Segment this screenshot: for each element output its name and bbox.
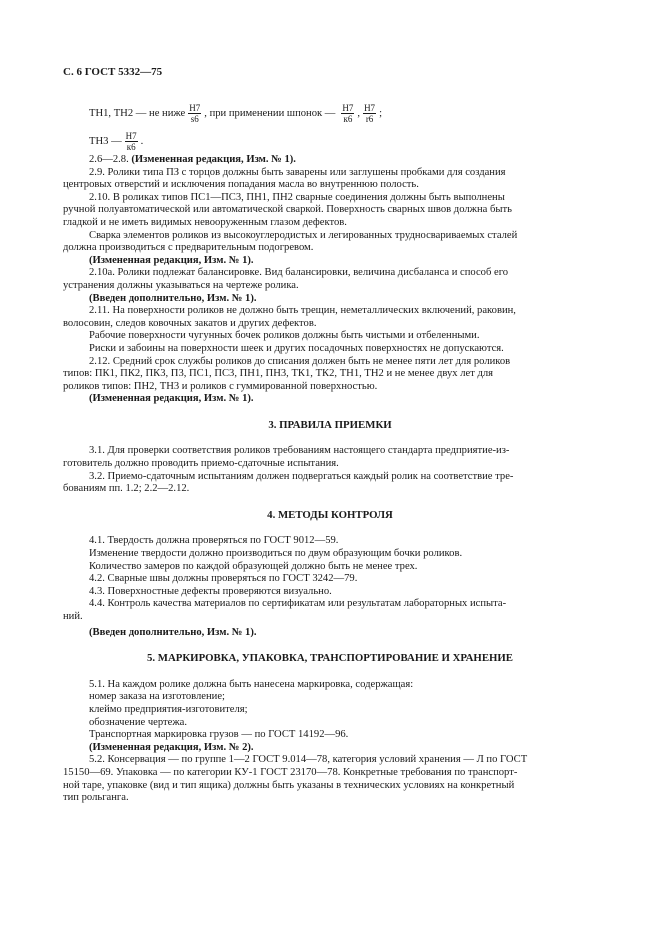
- page-header: С. 6 ГОСТ 5332—75: [63, 66, 163, 78]
- para-2-11: 2.11. На поверхности роликов не должно быть трещин, неметаллических включений, раковин,: [89, 305, 516, 317]
- section-heading-3: 3. ПРАВИЛА ПРИЕМКИ: [268, 418, 392, 431]
- para-2-11-scratches: Риски и забоины на поверхности шеек и других посадочных поверхностях не допускаются.: [89, 342, 504, 354]
- para-3-1-cont: готовитель должно проводить приемо-сдаточные испытания.: [63, 458, 339, 470]
- para-2-9-cont: центровых отверстий и исключения попадания масла во внутреннюю полость.: [63, 179, 419, 191]
- para-5-2: 5.2. Консервация — по группе 1—2 ГОСТ 9.014—78, категория условий хранения — Л по ГОСТ: [89, 754, 528, 766]
- revision-note: (Измененная редакция, Изм. № 1).: [89, 393, 254, 405]
- para-2-10: 2.10. В роликах типов ПС1—ПС3, ПН1, ПН2 сварные соединения должны быть выполнены: [89, 191, 505, 203]
- para-2-12-cont: типов: ПК1, ПК2, ПК3, П3, ПС1, ПС3, ПН1, ПН3, ТК1, ТК2, ТН1, ТН2 и не менее двух лет для: [63, 368, 494, 380]
- formula-1-sep: ,: [357, 108, 361, 119]
- para-5-1-d: обозначение чертежа.: [89, 716, 188, 728]
- para-4-4: 4.4. Контроль качества материалов по сертификатам или результатам лабораторных испыта-: [89, 598, 507, 610]
- para-2-6: 2.6—2.8.: [89, 154, 129, 165]
- para-4-1: 4.1. Твердость должна проверяться по ГОСТ 9012—59.: [89, 535, 339, 547]
- para-2-9: 2.9. Ролики типа ПЗ с торцов должны быть заварены или заглушены пробками для создания: [89, 166, 506, 178]
- para-2-10a-cont: устранения должны указываться на чертеже ролика.: [63, 279, 299, 291]
- para-2-10-cont: гладкой и не иметь видимых невооруженным глазом дефектов.: [63, 216, 347, 228]
- addition-note: (Введен дополнительно, Изм. № 1).: [89, 626, 257, 638]
- fraction-h7-s6: $\frac{Н7}{s6}$: [189, 103, 201, 124]
- section-heading-4: 4. МЕТОДЫ КОНТРОЛЯ: [267, 508, 393, 521]
- fraction-h7-r6: $\frac{Н7}{r6}$: [364, 103, 376, 124]
- formula-1-middle: , при применении шпонок —: [204, 108, 336, 119]
- para-3-2: 3.2. Приемо-сдаточным испытаниям должен подвергаться каждый ролик на соответствие тре-: [89, 470, 514, 482]
- para-4-1-b: Изменение твердости должно производиться по двум образующим бочки роликов.: [89, 548, 463, 560]
- addition-note: (Введен дополнительно, Изм. № 1).: [89, 292, 257, 304]
- formula-1-suffix: ;: [379, 108, 383, 119]
- para-2-10-cont: ручной полуавтоматической или автоматической сваркой. Поверхность сварных швов должна быть: [63, 204, 512, 216]
- section-heading-5: 5. МАРКИРОВКА, УПАКОВКА, ТРАНСПОРТИРОВАНИЕ И ХРАНЕНИЕ: [146, 652, 514, 665]
- para-2-12: 2.12. Средний срок службы роликов до списания должен быть не менее пяти лет для роликов: [89, 355, 511, 367]
- para-5-2-cont: 15150—69. Упаковка — по категории КУ-1 ГОСТ 23170—78. Конкретные требования по транспорт-: [63, 766, 518, 778]
- para-2-12-cont: роликов типов: ПН2, ТН3 и роликов с гуммированной поверхностью.: [63, 380, 378, 392]
- para-3-2-cont: бованиям пп. 1.2; 2.2—2.12.: [63, 483, 190, 495]
- para-4-2: 4.2. Сварные швы должны проверяться по ГОСТ 3242—79.: [89, 573, 358, 585]
- para-2-10-welding-cont: должна производиться с предварительным подогревом.: [63, 242, 314, 254]
- para-5-1-c: клеймо предприятия-изготовителя;: [89, 703, 248, 715]
- formula-line-2: [89, 131, 143, 152]
- formula-line-1: [89, 103, 382, 124]
- document-body: [63, 154, 597, 805]
- revision-note: (Измененная редакция, Изм. № 2).: [89, 741, 254, 753]
- para-3-1: 3.1. Для проверки соответствия роликов требованиям настоящего стандарта предприятие-из-: [89, 445, 510, 457]
- para-5-1-b: номер заказа на изготовление;: [89, 691, 225, 703]
- para-4-4-cont: ний.: [63, 611, 83, 622]
- fraction-h7-k6: $\frac{Н7}{к6}$: [342, 103, 354, 124]
- para-2-10-welding: Сварка элементов роликов из высокоуглеродистых и легированных трудносвариваемых сталей: [89, 229, 518, 241]
- formula-2-prefix: ТН3 —: [89, 136, 122, 147]
- para-5-2-cont: ной таре, упаковке (вид и тип ящика) должны быть указаны в технических условиях на конкретный: [63, 779, 515, 791]
- para-2-10a: 2.10а. Ролики подлежат балансировке. Вид балансировки, величина дисбаланса и способ его: [89, 267, 509, 279]
- para-2-11-cont: волосовин, следов ковочных закатов и других дефектов.: [63, 317, 317, 329]
- revision-note: (Измененная редакция, Изм. № 1).: [131, 154, 296, 165]
- para-5-1: 5.1. На каждом ролике должна быть нанесена маркировка, содержащая:: [89, 678, 414, 690]
- para-5-2-cont: тип рольганга.: [63, 792, 129, 804]
- formula-2-suffix: .: [140, 136, 144, 147]
- para-5-1-e: Транспортная маркировка грузов — по ГОСТ 14192—96.: [89, 729, 349, 741]
- para-4-1-c: Количество замеров по каждой образующей должно быть не менее трех.: [89, 560, 418, 572]
- formula-1-prefix: ТН1, ТН2 — не ниже: [89, 108, 186, 119]
- fraction-h7-k6-b: $\frac{Н7}{к6}$: [125, 131, 137, 152]
- para-2-11-surfaces: Рабочие поверхности чугунных бочек роликов должны быть чистыми и отбеленными.: [89, 330, 480, 342]
- para-4-3: 4.3. Поверхностные дефекты проверяются визуально.: [89, 585, 332, 597]
- revision-note: (Измененная редакция, Изм. № 1).: [89, 254, 254, 266]
